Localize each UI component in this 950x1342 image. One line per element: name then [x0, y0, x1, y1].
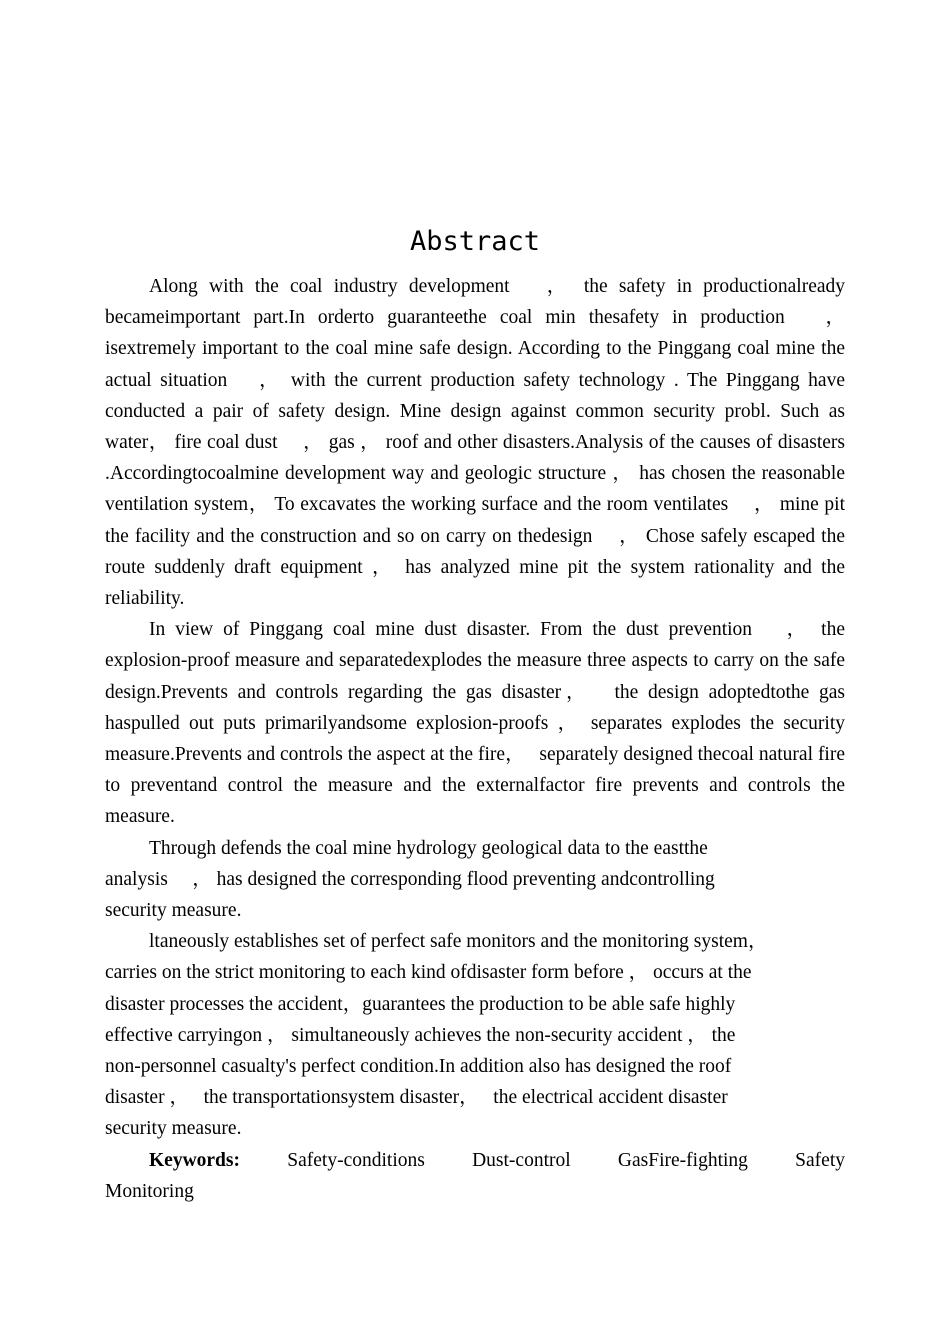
abstract-body	[105, 271, 845, 1207]
keywords-line	[105, 1145, 845, 1207]
keywords-label: Keywords:	[149, 1149, 240, 1171]
abstract-title: Abstract	[409, 226, 541, 257]
keywords-text: Safety-conditions Dust-control GasFire-fighting Safety Monitoring	[105, 1149, 845, 1202]
abstract-paragraph-1: Along with the coal industry development ， the safety in productionalready becameimportant part.In orderto guaranteethe coal min thesafety in production ， isextremely important to the coal mine safe design. According to the Pinggang coal mine the actual situation ， with the current production safety technology . The Pinggang have conducted a pair of safety design. Mine design against common security probl. Such as water， fire coal dust ， gas ， roof and other disasters.Analysis of the causes of disasters .Accordingtocoalmine development way and geologic structure ， has chosen the reasonable ventilation system， To excavates the working surface and the room ventilates ， mine pit the facility and the construction and so on carry on thedesign ， Chose safely escaped the route suddenly draft equipment ， has analyzed mine pit the system rationality and the reliability.	[105, 276, 845, 610]
abstract-paragraph-2: In view of Pinggang coal mine dust disaster. From the dust prevention ， the explosion-proof measure and separatedexplodes the measure three aspects to carry on the safe design.Prevents and controls regarding the gas disaster， the design adoptedtothe gas haspulled out puts primarilyandsome explosion-proofs ， separates explodes the security measure.Prevents and controls the aspect at the fire， separately designed thecoal natural fire to preventand control the measure and the externalfactor fire prevents and controls the measure.	[105, 619, 845, 828]
abstract-paragraph-4: ltaneously establishes set of perfect safe monitors and the monitoring system， carries on the strict monitoring to each kind ofdisaster form before ， occurs at the disaster processes the accident，guarantees the production to be able safe highly effective carryingon ， simultaneously achieves the non-security accident ， the non-personnel casualty's perfect condition.In addition also has designed the roof disaster ， the transportationsystem disaster， the electrical accident disaster security measure.	[105, 931, 768, 1140]
abstract-paragraph-3: Through defends the coal mine hydrology geological data to the eastthe analysis ， has designed the corresponding flood preventing andcontrolling security measure.	[105, 837, 715, 922]
